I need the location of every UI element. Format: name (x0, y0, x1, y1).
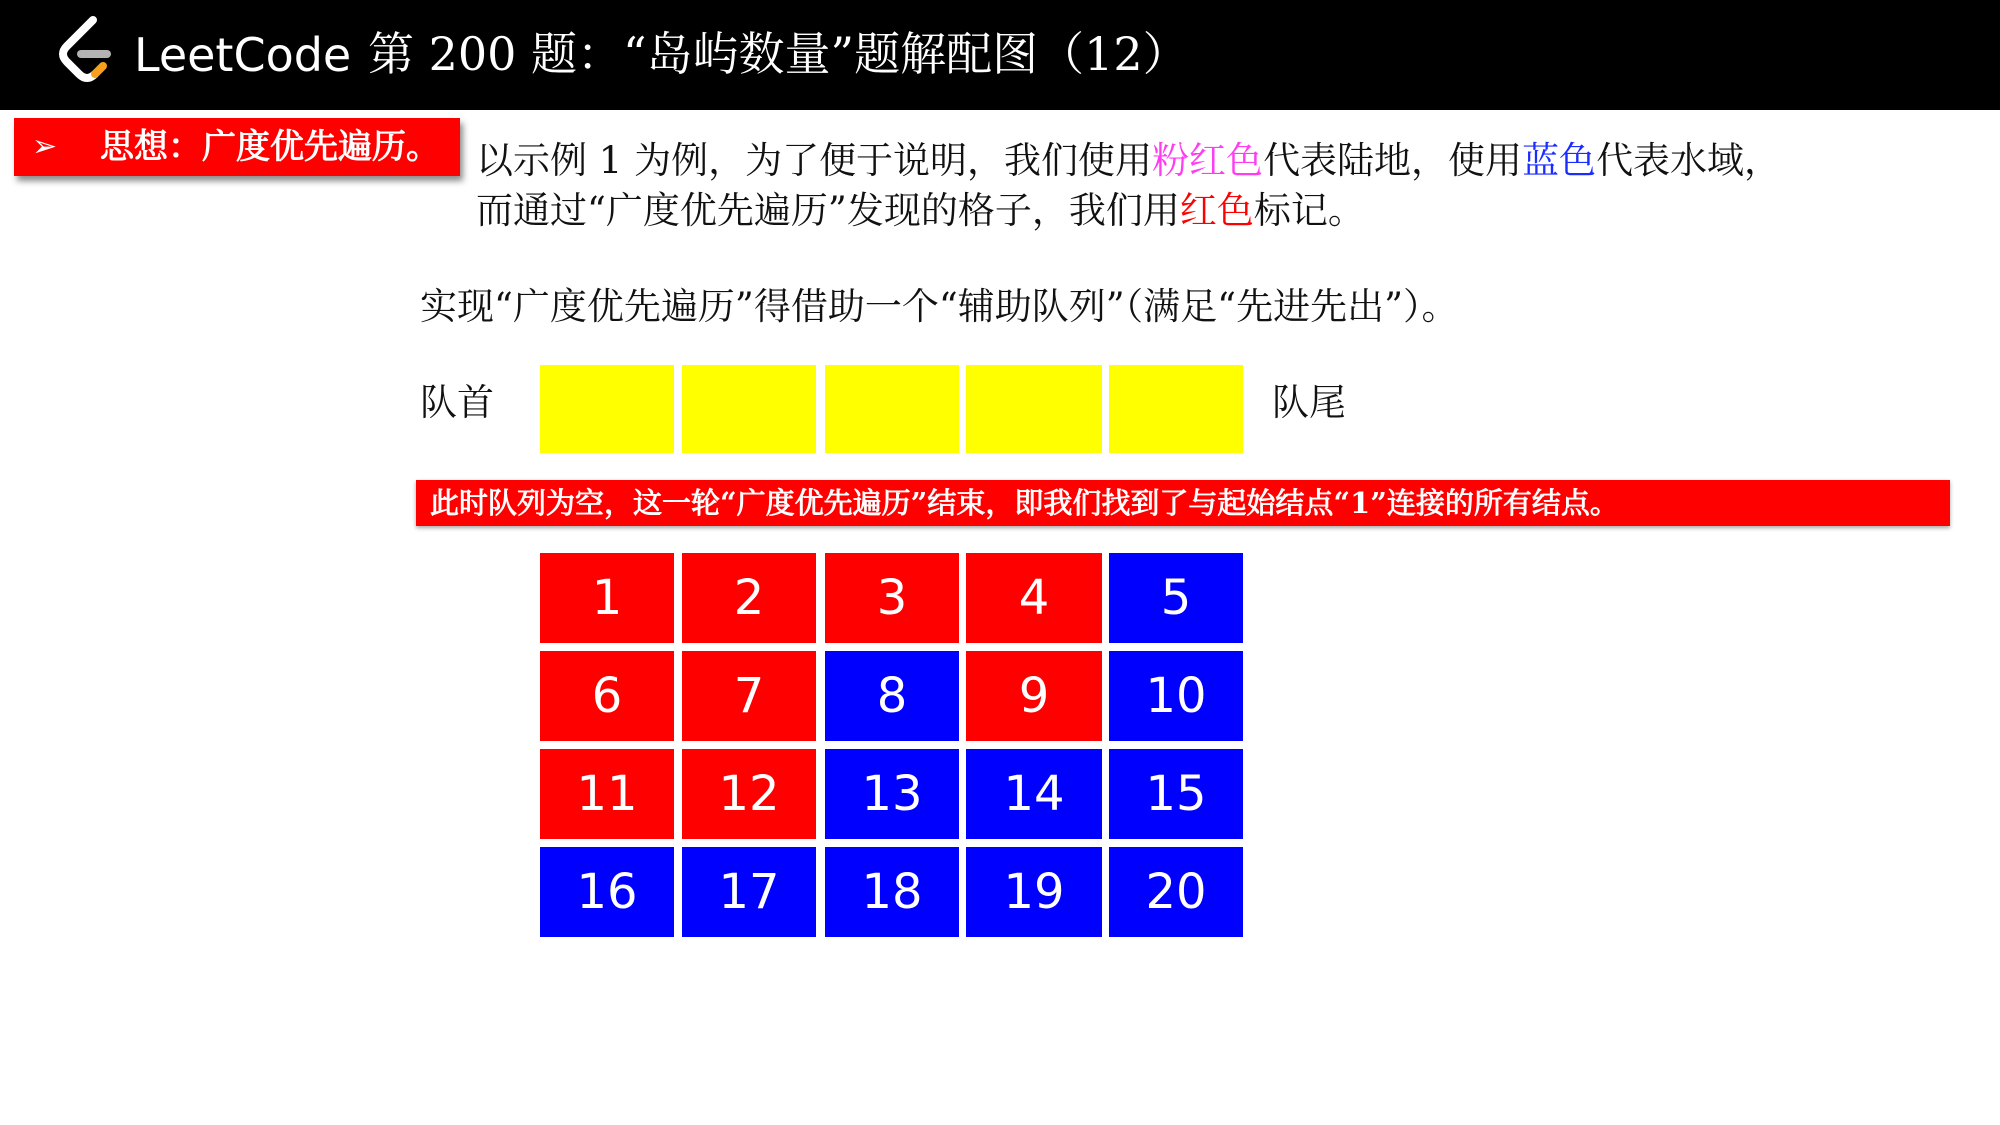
grid-cell: 10 (1109, 651, 1243, 741)
leetcode-logo-icon (55, 16, 117, 88)
grid-cell: 19 (966, 847, 1102, 937)
intro-line-1 (476, 136, 1781, 186)
idea-tag-text: 思想：广度优先遍历。 (100, 127, 440, 167)
idea-tag (14, 118, 460, 176)
red-keyword: 红色 (1179, 189, 1254, 232)
intro-text: 代表陆地，使用 (1263, 139, 1523, 182)
grid-cell: 16 (540, 847, 674, 937)
status-banner (416, 480, 1950, 526)
grid-cell: 1 (540, 553, 674, 643)
queue-slot (966, 365, 1102, 453)
queue-head-label: 队首 (420, 381, 494, 424)
queue-slot (825, 365, 959, 453)
page-title: 第 200 题：“岛屿数量”题解配图（12） (368, 27, 1189, 81)
brand-name: LeetCode (134, 28, 352, 82)
grid-cell: 9 (966, 651, 1102, 741)
intro-text: 而通过“广度优先遍历”发现的格子，我们用 (476, 189, 1180, 232)
grid-cell: 7 (682, 651, 816, 741)
grid-cell: 13 (825, 749, 959, 839)
queue-slot (540, 365, 674, 453)
blue-keyword: 蓝色 (1522, 139, 1597, 182)
intro-text: 代表水域， (1596, 139, 1782, 182)
grid-cell: 20 (1109, 847, 1243, 937)
grid-cell: 6 (540, 651, 674, 741)
intro-text: 以示例 1 为例，为了便于说明，我们使用 (476, 139, 1153, 182)
grid-cell: 11 (540, 749, 674, 839)
intro-line-2 (476, 186, 1365, 236)
grid-cell: 8 (825, 651, 959, 741)
grid-cell: 14 (966, 749, 1102, 839)
header-bar (0, 0, 2000, 110)
queue-slot (1109, 365, 1243, 453)
grid-cell: 3 (825, 553, 959, 643)
grid-cell: 12 (682, 749, 816, 839)
grid-cell: 18 (825, 847, 959, 937)
status-banner-text: 此时队列为空，这一轮“广度优先遍历”结束，即我们找到了与起始结点“1”连接的所有结点。 (430, 486, 1619, 520)
pink-keyword: 粉红色 (1152, 139, 1264, 182)
intro-text: 标记。 (1253, 189, 1365, 232)
grid-cell: 15 (1109, 749, 1243, 839)
queue-tail-label: 队尾 (1272, 381, 1346, 424)
arrow-bullet-icon: ➢ (32, 129, 58, 164)
grid-cell: 5 (1109, 553, 1243, 643)
grid-cell: 17 (682, 847, 816, 937)
grid-cell: 2 (682, 553, 816, 643)
queue-slot (682, 365, 816, 453)
grid-cell: 4 (966, 553, 1102, 643)
bfs-queue-note: 实现“广度优先遍历”得借助一个“辅助队列”（满足“先进先出”）。 (420, 285, 1459, 328)
